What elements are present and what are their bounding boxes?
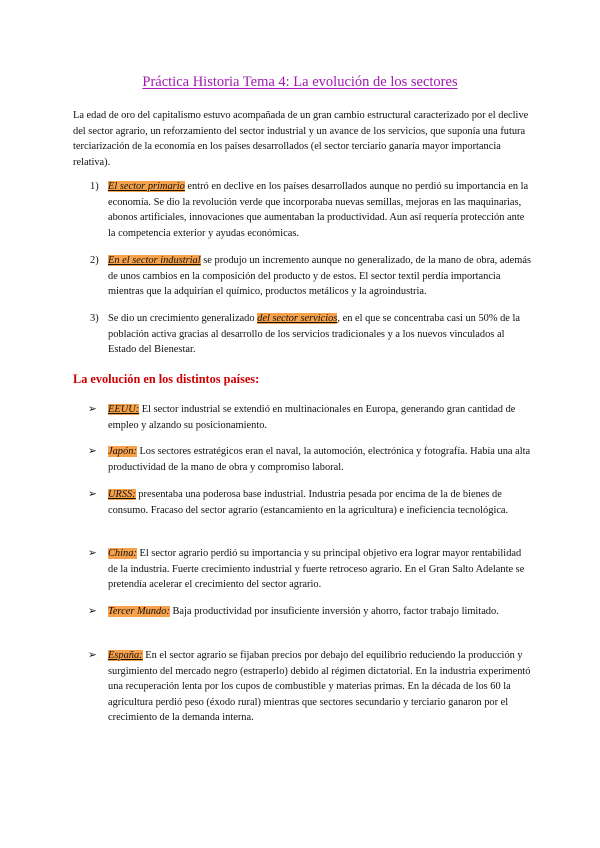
item-text: El sector agrario perdió su importancia y su principal objetivo era lograr mayor rentabilidad de la industria. Fuerte crecimiento industrial y fuerte retroceso agrario. En el Gran Salto Adelante se pretendía acelerar el crecimiento del sector agrario. [108,548,525,591]
arrow-bullet-icon: ➢ [88,404,97,415]
list-item [108,648,532,726]
intro-paragraph: La edad de oro del capitalismo estuvo acompañada de un gran cambio estructural caracterizado por el declive del sector agrario, un reforzamiento del sector industrial y un avance de los servicios, que suponía una futura terciarización de la economía en los países desarrollados (el sector terciario ganaría mayor importancia relativa). [73,110,529,168]
highlight-term: España: [108,650,143,661]
highlight-term: En el sector industrial [108,255,201,266]
list-item [108,604,532,620]
highlight-term: URSS: [108,489,136,500]
highlight-term: Japón: [108,446,137,457]
page-title: Práctica Historia Tema 4: La evolución de los sectores [142,74,458,90]
list-item [108,311,532,358]
arrow-bullet-icon: ➢ [88,446,97,457]
list-item [108,402,532,433]
item-text: , en el que se concentraba casi un 50% de la población activa gracias al desarrollo de los servicios tradicionales y a los nuevos vinculados al Estado del Bienestar. [108,313,521,356]
list-number: 1) [90,181,99,192]
section-heading: La evolución en los distintos países: [73,372,260,386]
highlight-term: El sector primario [108,181,185,192]
arrow-bullet-icon: ➢ [88,548,97,559]
list-item [108,487,532,518]
list-item [108,444,532,475]
item-text: presentaba una poderosa base industrial. Industria pesada por encima de la de bienes de consumo. Fracaso del sector agrario (estancamiento en la agricultura) e ineficiencia tecnológica. [108,489,509,516]
arrow-bullet-icon: ➢ [88,606,97,617]
arrow-bullet-icon: ➢ [88,489,97,500]
highlight-term: EEUU: [108,404,140,415]
item-text: Los sectores estratégicos eran el naval, la automoción, electrónica y fotografía. Había una alta productividad de la mano de obra y compromiso laboral. [108,446,531,473]
item-text: se produjo un incremento aunque no generalizado, de la mano de obra, además de unos cambios en la composición del producto y de estos. El sector textil perdía importancia mientras que la adquirían el químico, productos metálicos y la agroindustria. [108,255,532,298]
item-text: En el sector agrario se fijaban precios por debajo del equilibrio reduciendo la producción y surgimiento del mercado negro (estraperlo) debido al régimen dictatorial. En la industria experimentó una recuperación lenta por los cupos de combustible y materias primas. En la década de los 60 la agricultura perdió peso (éxodo rural) mientras que sectores secundario y terciario ganaron por el crecimiento de la demanda interna. [108,650,531,724]
item-text: El sector industrial se extendió en multinacionales en Europa, generando gran cantidad de empleo y alzando su posicionamiento. [108,404,516,431]
highlight-term: Tercer Mundo: [108,606,170,617]
list-item [108,179,532,241]
list-number: 3) [90,313,99,324]
item-text: entró en declive en los países desarrollados aunque no perdió su importancia en la economía. Se dio la revolución verde que incorporaba nuevas semillas, mejoras en las maquinarias, abonos artificiales, innovaciones que aumentaban la productividad. Aun así requería protección ante la competencia exterior y ayudas económicas. [108,181,529,239]
list-item [108,546,532,593]
list-number: 2) [90,255,99,266]
item-text-before: Se dio un crecimiento generalizado [108,313,258,324]
arrow-bullet-icon: ➢ [88,650,97,661]
highlight-term: del sector servicios [257,313,338,324]
item-text: Baja productividad por insuficiente inversión y ahorro, factor trabajo limitado. [169,606,499,617]
list-item [108,253,532,300]
highlight-term: China: [108,548,137,559]
